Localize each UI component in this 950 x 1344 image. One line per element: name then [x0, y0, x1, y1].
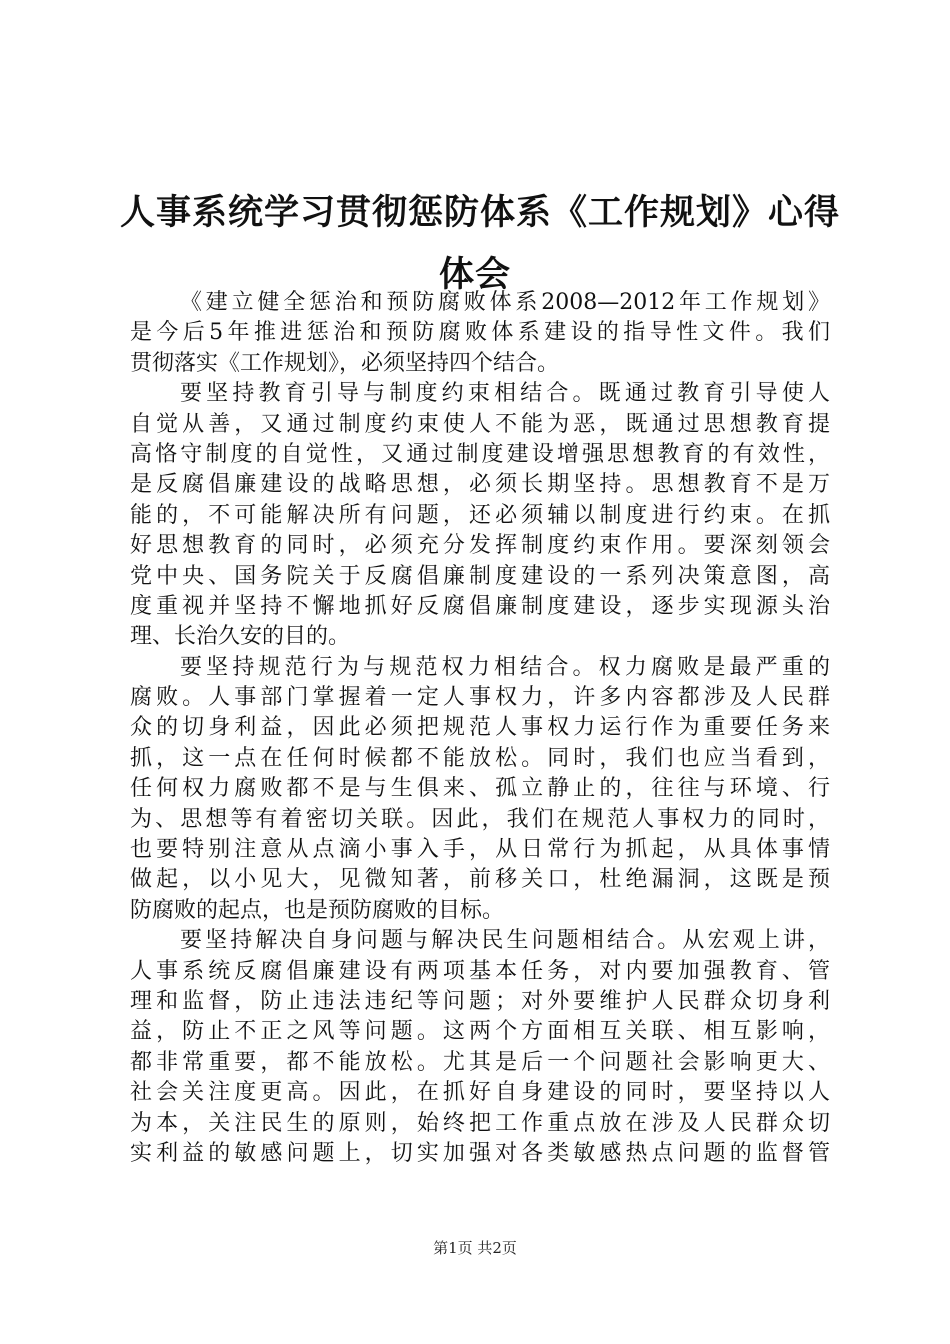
paragraph-1-line: 是今后5年推进惩治和预防腐败体系建设的指导性文件。我们	[130, 320, 830, 346]
paragraph-1-line: 贯彻落实《工作规划》，必须坚持四个结合。	[130, 350, 560, 376]
paragraph-2-line: 度重视并坚持不懈地抓好反腐倡廉制度建设，逐步实现源头治	[130, 593, 830, 619]
paragraph-3-line: 做起，以小见大，见微知著，前移关口，杜绝漏洞，这既是预	[130, 867, 830, 893]
paragraph-2-line: 高恪守制度的自觉性，又通过制度建设增强思想教育的有效性，	[130, 441, 830, 467]
page-number-footer: 第1页 共2页	[433, 1239, 517, 1257]
paragraph-4-line: 人事系统反腐倡廉建设有两项基本任务，对内要加强教育、管	[130, 958, 830, 984]
paragraph-4-line: 理和监督，防止违法违纪等问题；对外要维护人民群众切身利	[130, 988, 830, 1014]
paragraph-3-line: 为、思想等有着密切关联。因此，我们在规范人事权力的同时，	[130, 806, 830, 832]
paragraph-4-line: 实利益的敏感问题上，切实加强对各类敏感热点问题的监督管	[130, 1140, 830, 1166]
paragraph-3-line: 抓，这一点在任何时候都不能放松。同时，我们也应当看到，	[130, 745, 830, 771]
paragraph-4-line: 都非常重要，都不能放松。尤其是后一个问题社会影响更大、	[130, 1049, 830, 1075]
paragraph-2-line: 是反腐倡廉建设的战略思想，必须长期坚持。思想教育不是万	[130, 472, 830, 498]
paragraph-3-line: 也要特别注意从点滴小事入手，从日常行为抓起，从具体事情	[130, 837, 830, 863]
paragraph-2-line: 要坚持教育引导与制度约束相结合。既通过教育引导使人	[180, 381, 830, 407]
paragraph-3-line: 要坚持规范行为与规范权力相结合。权力腐败是最严重的	[180, 654, 830, 680]
title-line-2: 体会	[438, 255, 511, 295]
paragraph-3-line: 腐败。人事部门掌握着一定人事权力，许多内容都涉及人民群	[130, 685, 830, 711]
paragraph-4-line: 益，防止不正之风等问题。这两个方面相互关联、相互影响，	[130, 1019, 830, 1045]
paragraph-4-line: 要坚持解决自身问题与解决民生问题相结合。从宏观上讲，	[180, 928, 830, 954]
document-body	[130, 288, 830, 1169]
title-line-1: 人事系统学习贯彻惩防体系《工作规划》心得	[120, 193, 841, 233]
paragraph-2-line: 好思想教育的同时，必须充分发挥制度约束作用。要深刻领会	[130, 533, 830, 559]
paragraph-1-line: 《建立健全惩治和预防腐败体系2008—2012年工作规划》	[180, 290, 830, 315]
paragraph-2-line: 理、长治久安的目的。	[130, 624, 351, 650]
paragraph-4-line: 为本，关注民生的原则，始终把工作重点放在涉及人民群众切	[130, 1110, 830, 1136]
paragraph-2-line: 能的，不可能解决所有问题，还必须辅以制度进行约束。在抓	[130, 502, 830, 528]
paragraph-2-line: 自觉从善，又通过制度约束使人不能为恶，既通过思想教育提	[130, 411, 830, 437]
paragraph-4-line: 社会关注度更高。因此，在抓好自身建设的同时，要坚持以人	[130, 1080, 830, 1106]
paragraph-3-line: 众的切身利益，因此必须把规范人事权力运行作为重要任务来	[130, 715, 830, 741]
paragraph-3-line: 任何权力腐败都不是与生俱来、孤立静止的，往往与环境、行	[130, 776, 830, 802]
paragraph-2-line: 党中央、国务院关于反腐倡廉制度建设的一系列决策意图，高	[130, 563, 830, 589]
paragraph-3-line: 防腐败的起点，也是预防腐败的目标。	[130, 897, 505, 923]
